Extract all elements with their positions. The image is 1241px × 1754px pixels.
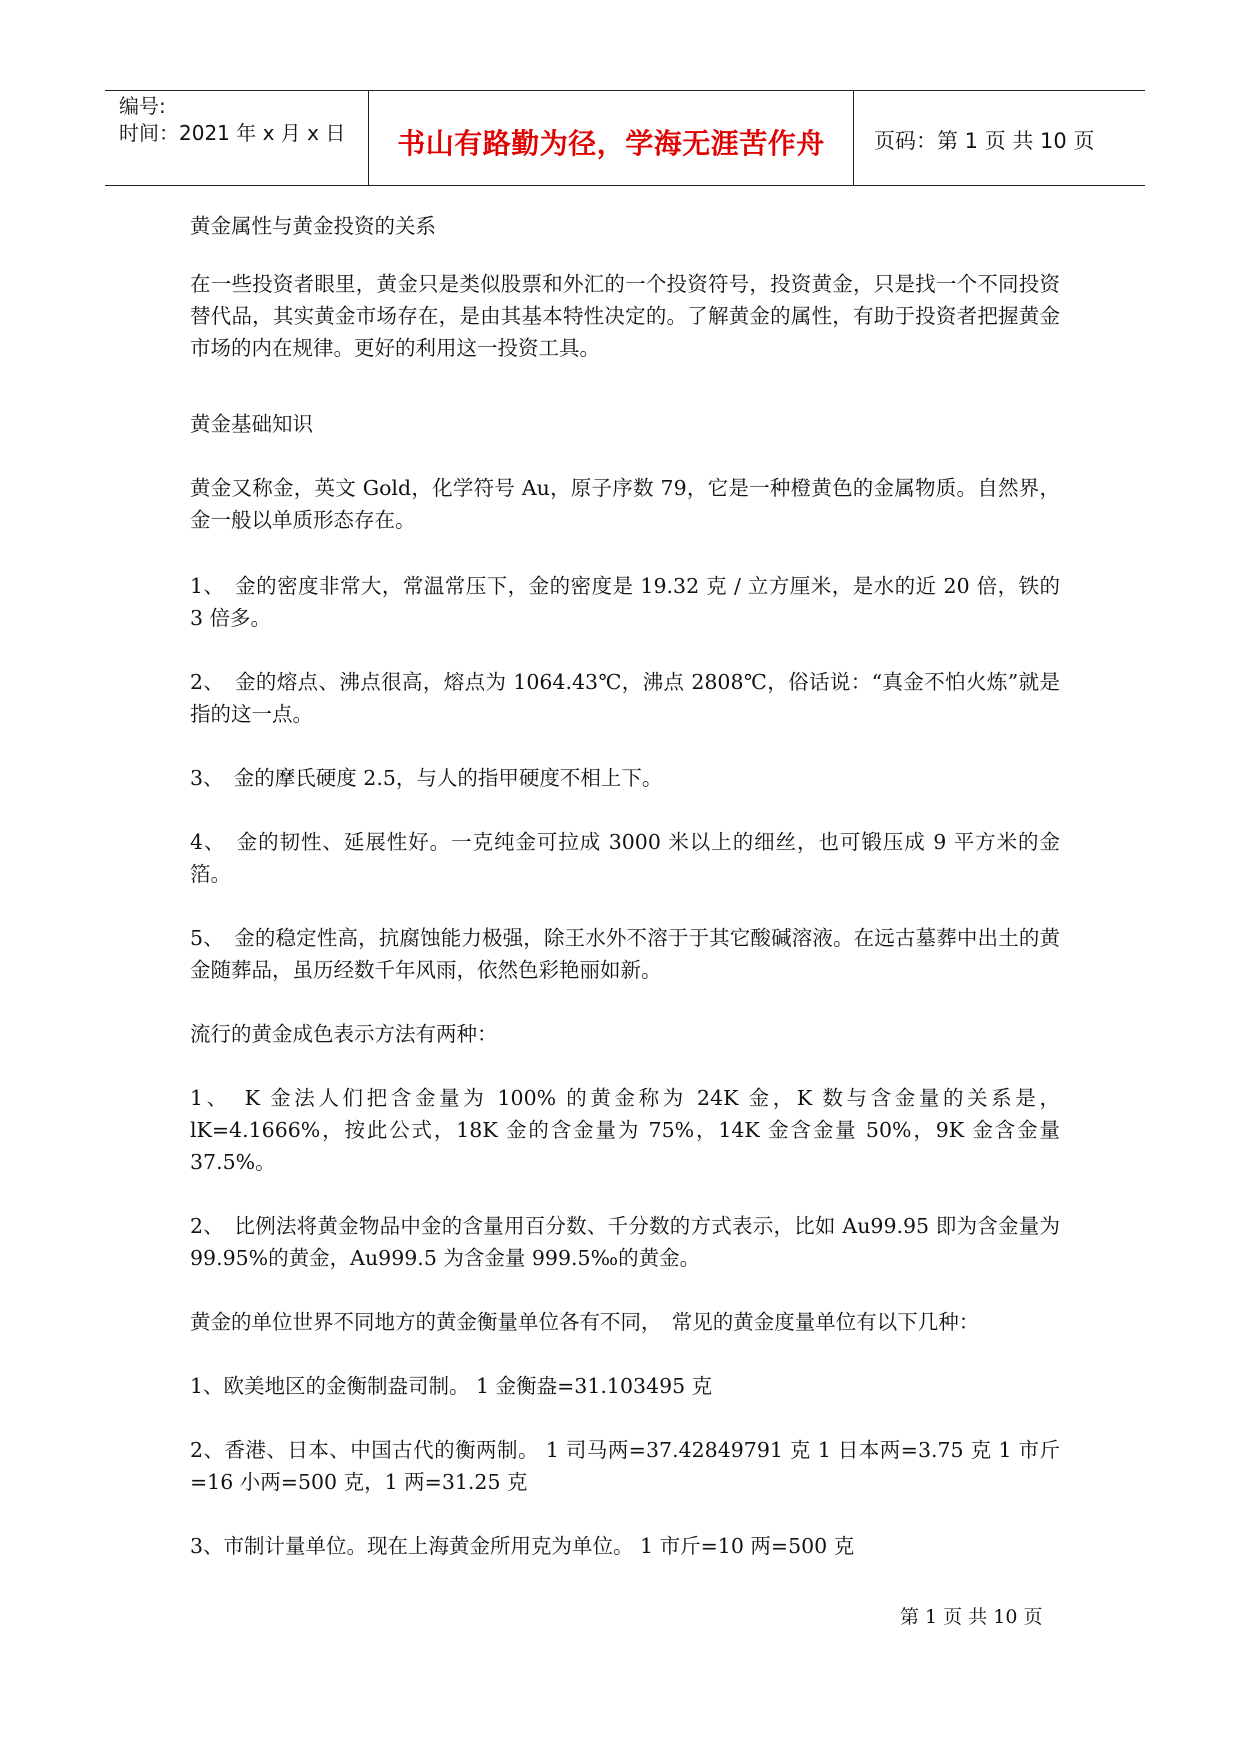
list-item: 3、 金的摩氏硬度 2.5，与人的指甲硬度不相上下。 xyxy=(190,766,663,790)
section-title: 黄金基础知识 xyxy=(190,412,313,436)
document-number-label: 编号: xyxy=(119,94,166,118)
list-item: 5、 金的稳定性高，抗腐蚀能力极强，除王水外不溶于于其它酸碱溶液。在远古墓葬中出土的黄金随葬品，虽历经数千年风雨，依然色彩艳丽如新。 xyxy=(190,926,1060,982)
header-motto: 书山有路勤为径，学海无涯苦作舟 xyxy=(397,127,825,160)
section-title: 黄金属性与黄金投资的关系 xyxy=(190,214,436,238)
document-time-label: 时间：2021 年 x 月 x 日 xyxy=(119,121,346,145)
list-item: 3、市制计量单位。现在上海黄金所用克为单位。 1 市斤=10 两=500 克 xyxy=(190,1534,855,1558)
list-item: 1、 金的密度非常大，常温常压下，金的密度是 19.32 克 / 立方厘米，是水的近 20 倍，铁的 3 倍多。 xyxy=(190,574,1060,630)
list-item: 2、香港、日本、中国古代的衡两制。 1 司马两=37.42849791 克 1 日本两=3.75 克 1 市斤=16 小两=500 克，1 两=31.25 克 xyxy=(190,1438,1060,1494)
header-middle-cell xyxy=(369,91,854,185)
body-paragraph: 在一些投资者眼里，黄金只是类似股票和外汇的一个投资符号，投资黄金，只是找一个不同投资替代品，其实黄金市场存在，是由其基本特性决定的。了解黄金的属性，有助于投资者把握黄金市场的内在规律。更好的利用这一投资工具。 xyxy=(190,272,1060,360)
section-title: 流行的黄金成色表示方法有两种： xyxy=(190,1022,498,1046)
header-page-info: 页码：第 1 页 共 10 页 xyxy=(874,129,1095,153)
list-item: 4、 金的韧性、延展性好。一克纯金可拉成 3000 米以上的细丝，也可锻压成 9 平方米的金箔。 xyxy=(190,830,1060,886)
document-header xyxy=(105,90,1145,186)
list-item: 1、 K 金法人们把含金量为 100% 的黄金称为 24K 金，K 数与含金量的关系是，lK=4.1666%，按此公式，18K 金的含金量为 75%，14K 金含金量 50%，9K 金含金量 37.5%。 xyxy=(190,1086,1060,1174)
header-right-cell xyxy=(854,91,1145,185)
header-left-cell xyxy=(105,91,369,185)
list-item: 2、 金的熔点、沸点很高，熔点为 1064.43℃，沸点 2808℃，俗话说：“真金不怕火炼”就是指的这一点。 xyxy=(190,670,1060,726)
list-item: 1、欧美地区的金衡制盎司制。 1 金衡盎=31.103495 克 xyxy=(190,1374,713,1398)
body-paragraph: 黄金又称金，英文 Gold，化学符号 Au，原子序数 79，它是一种橙黄色的金属物质。自然界，金一般以单质形态存在。 xyxy=(190,476,1060,532)
list-item: 2、 比例法将黄金物品中金的含量用百分数、千分数的方式表示，比如 Au99.95 即为含金量为 99.95%的黄金，Au999.5 为含金量 999.5‰的黄金。 xyxy=(190,1214,1060,1270)
body-paragraph: 黄金的单位世界不同地方的黄金衡量单位各有不同， 常见的黄金度量单位有以下几种： xyxy=(190,1310,980,1334)
page-footer: 第 1 页 共 10 页 xyxy=(900,1606,1043,1628)
